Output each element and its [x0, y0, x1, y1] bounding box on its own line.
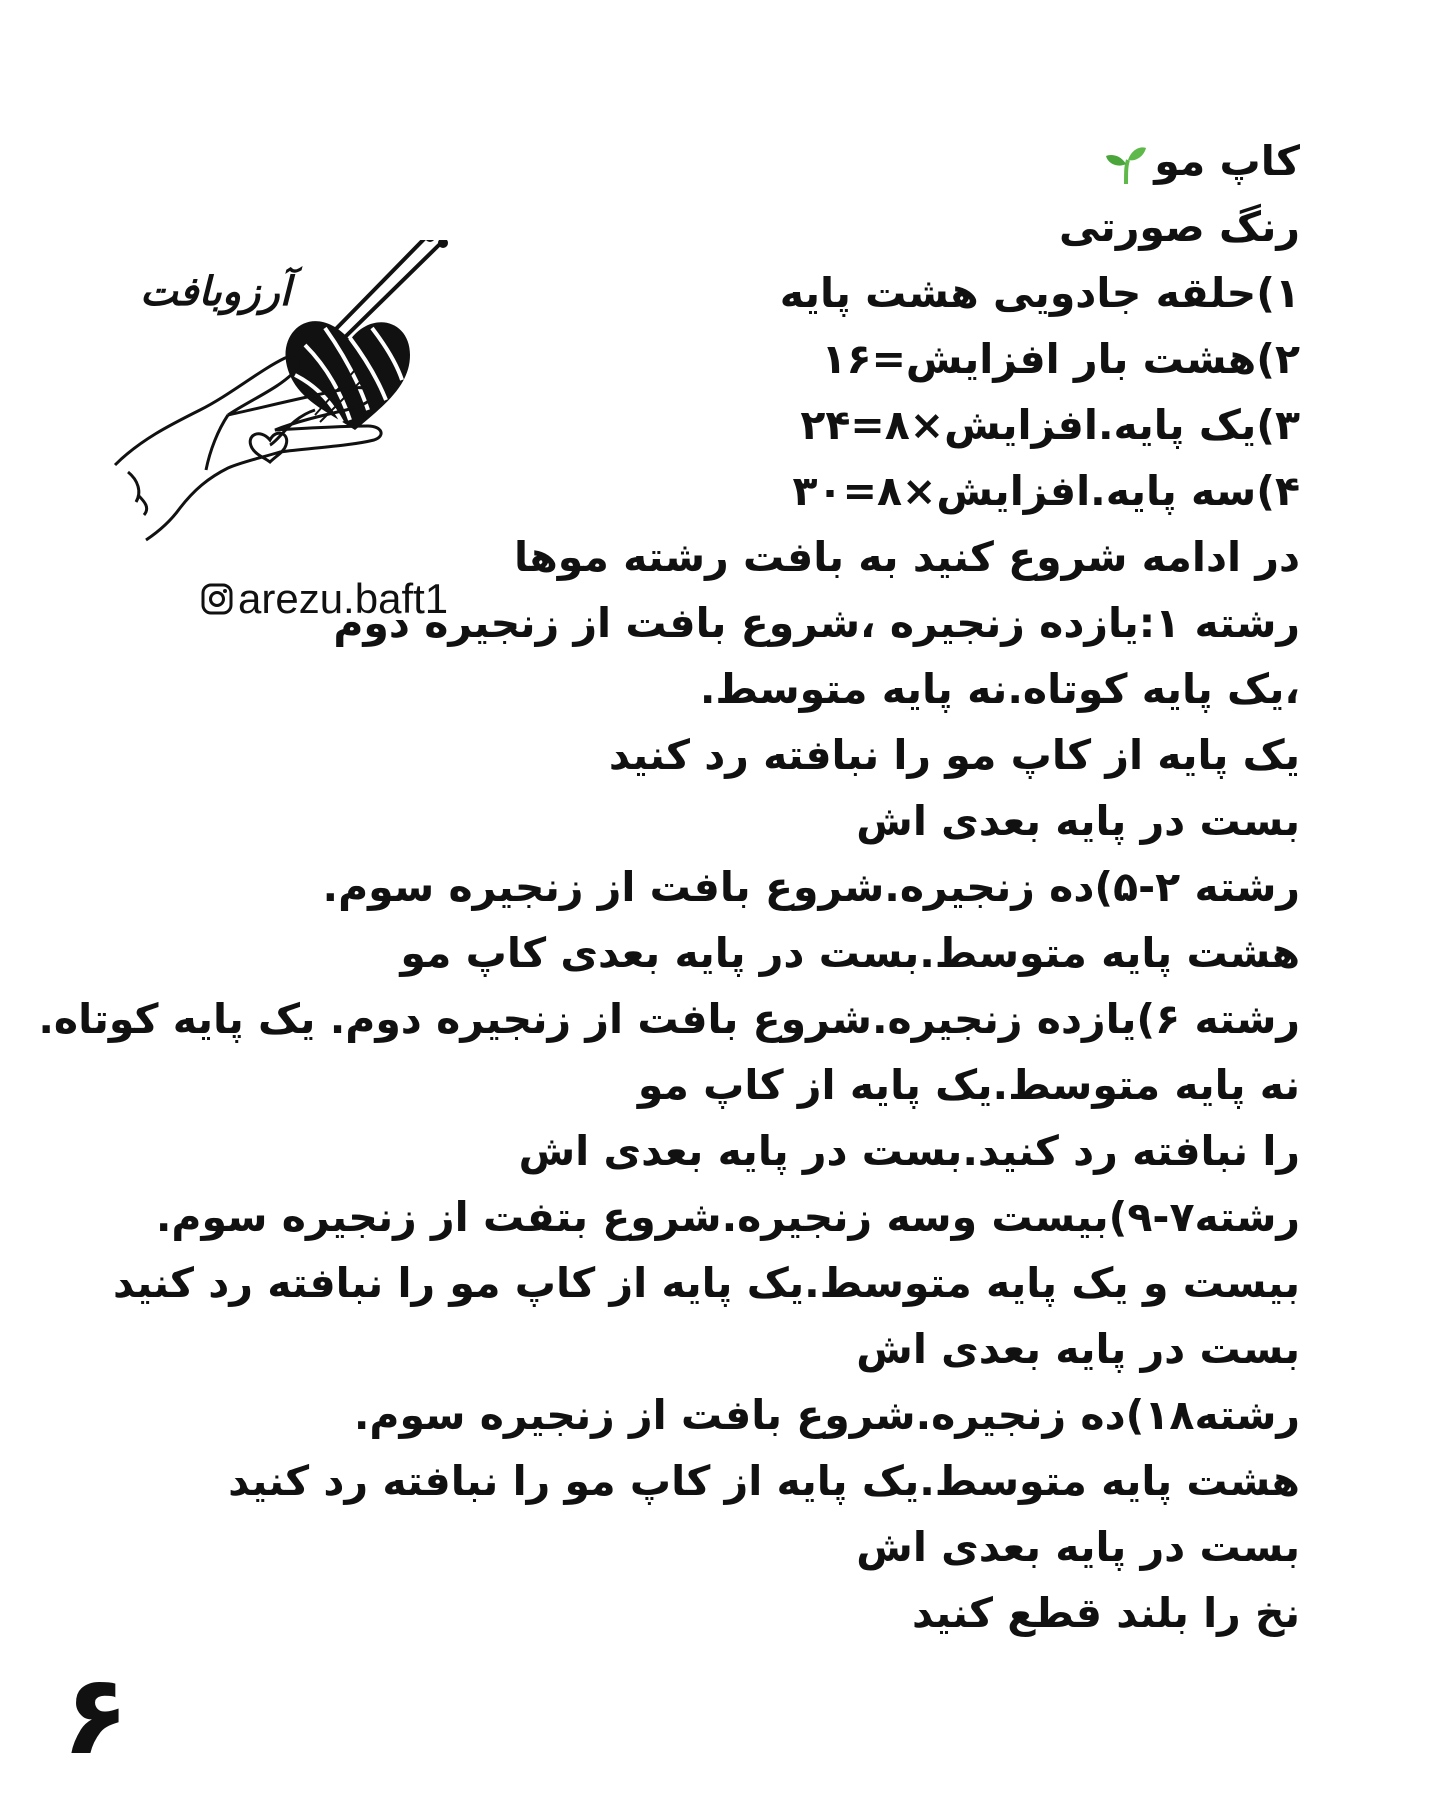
instruction-line: بست در پایه بعدی اش: [856, 1325, 1300, 1373]
instruction-line: ۳)یک پایه.افزایش×۸=۲۴: [800, 401, 1300, 449]
instruction-line: هشت پایه متوسط.بست در پایه بعدی کاپ مو: [400, 929, 1300, 977]
instruction-line: رشته ۱:یازده زنجیره ،شروع بافت از زنجیره دوم: [333, 599, 1300, 647]
instruction-line: ،یک پایه کوتاه.نه پایه متوسط.: [699, 665, 1300, 713]
instruction-line: ۴)سه پایه.افزایش×۸=۳۰: [792, 467, 1300, 515]
instruction-line: رشته ۶)یازده زنجیره.شروع بافت از زنجیره دوم. یک پایه کوتاه.: [38, 995, 1300, 1043]
instruction-line: هشت پایه متوسط.یک پایه از کاپ مو را نبافته رد کنید: [228, 1457, 1300, 1505]
sprout-icon: [1104, 142, 1148, 186]
instruction-line: بست در پایه بعدی اش: [856, 797, 1300, 845]
instruction-line: رشته ۲-۵)ده زنجیره.شروع بافت از زنجیره سوم.: [322, 863, 1300, 911]
brand-script: آرزوبافت: [140, 268, 291, 315]
instruction-line: را نبافته رد کنید.بست در پایه بعدی اش: [518, 1127, 1300, 1175]
instruction-line: بیست و یک پایه متوسط.یک پایه از کاپ مو را نبافته رد کنید: [113, 1259, 1300, 1307]
instruction-line: در ادامه شروع کنید به بافت رشته موها: [513, 533, 1300, 581]
instagram-handle-text: arezu.baft1: [238, 575, 449, 622]
page-number: ۶: [62, 1651, 130, 1779]
instruction-line: نخ را بلند قطع کنید: [911, 1589, 1300, 1637]
instruction-line: ۲)هشت بار افزایش=۱۶: [821, 335, 1300, 383]
instruction-line: نه پایه متوسط.یک پایه از کاپ مو: [637, 1061, 1300, 1109]
instruction-line: بست در پایه بعدی اش: [856, 1523, 1300, 1571]
pattern-instructions: [0, 128, 1300, 1646]
instruction-line: رشته۱۸)ده زنجیره.شروع بافت از زنجیره سوم.: [353, 1391, 1300, 1439]
instruction-line: رنگ صورتی: [1058, 203, 1300, 251]
instruction-line: ۱)حلقه جادویی هشت پایه: [779, 269, 1300, 317]
instruction-line: یک پایه از کاپ مو را نبافته رد کنید: [608, 731, 1300, 779]
instruction-line: کاپ مو: [0, 128, 1300, 194]
instruction-line: رشته۷-۹)بیست وسه زنجیره.شروع بتفت از زنجیره سوم.: [155, 1193, 1300, 1241]
